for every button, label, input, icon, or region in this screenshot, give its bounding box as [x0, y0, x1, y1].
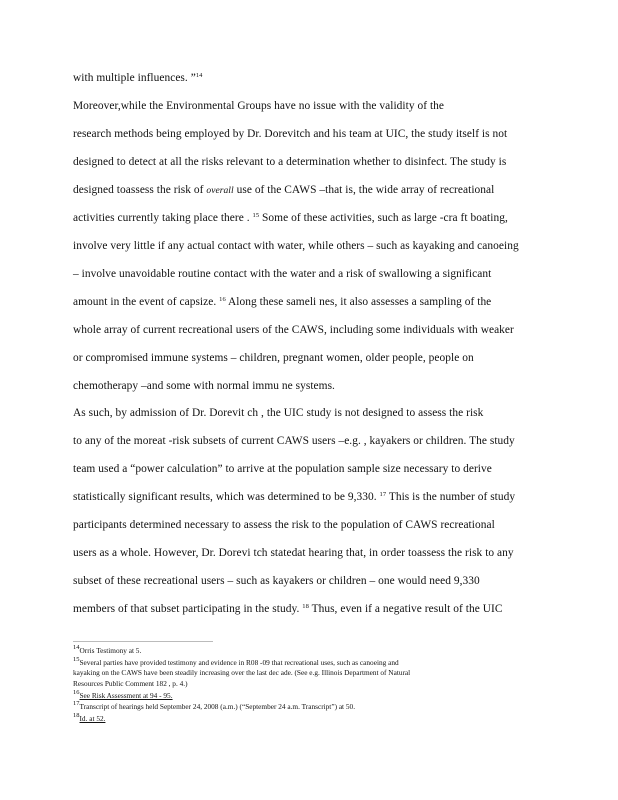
- footnote-ref-17: 17: [379, 491, 387, 498]
- body-line-18: users as a whole. However, Dr. Dorevi tch statedat hearing that, in order toassess the risk to any: [73, 547, 514, 559]
- body-line-2: Moreover,while the Environmental Groups have no issue with the validity of the: [73, 100, 445, 112]
- footnote-16: $^{16}$See Risk Assessment at 94 - 95.: [73, 689, 173, 700]
- footnote-ref-18: 18: [302, 603, 309, 610]
- body-line-1: with multiple influences. ”$^{14}$: [73, 72, 203, 84]
- body-line-7: involve very little if any actual contact with water, while others – such as kayaking and canoeing: [73, 240, 519, 252]
- body-line-11: or compromised immune systems – children, pregnant women, older people, people on: [73, 352, 474, 364]
- body-line-5: designed toassess the risk of overall use of the CAWS –that is, the wide array of recreational: [73, 184, 495, 196]
- body-line-8: – involve unavoidable routine contact with the water and a risk of swallowing a significant: [73, 268, 492, 280]
- body-line-20: members of that subset participating in the study. $^{18}$ Thus, even if a negative result of the UIC: [73, 603, 503, 615]
- body-line-15: team used a “power calculation” to arrive at the population sample size necessary to derive: [73, 463, 492, 475]
- body-line-4: designed to detect at all the risks relevant to a determination whether to disinfect. The study is: [73, 156, 507, 168]
- footnote-18: $^{18}$Id. at 52.: [73, 712, 106, 723]
- body-line-3: research methods being employed by Dr. Dorevitch and his team at UIC, the study itself is not: [73, 128, 508, 140]
- body-line-17: participants determined necessary to assess the risk to the population of CAWS recreational: [73, 519, 495, 531]
- footnote-17: $^{17}$Transcript of hearings held September 24, 2008 (a.m.) (“September 24 a.m. Transcript”) at 50.: [73, 700, 356, 711]
- body-line-16: statistically significant results, which was determined to be 9,330. $^{17}$ This is the number of study: [73, 491, 516, 503]
- body-line-12: chemotherapy –and some with normal immu ne systems.: [73, 380, 335, 392]
- footnote-15-cont-2: Resources Public Comment 182 , p. 4.): [73, 679, 188, 688]
- body-line-10: whole array of current recreational users of the CAWS, including some individuals with weaker: [73, 324, 514, 336]
- footnote-mark: 16: [73, 689, 80, 696]
- footnote-mark: 14: [73, 644, 80, 651]
- footnote-mark: 18: [73, 712, 80, 719]
- footnote-15-cont-1: kayaking on the CAWS have been steadily increasing over the last dec ade. (See e.g. Illinois Department of Natural: [73, 668, 411, 677]
- footnote-mark: 15: [73, 656, 80, 663]
- body-line-9: amount in the event of capsize. $^{16}$ Along these sameli nes, it also assesses a sampling of the: [73, 296, 492, 308]
- emphasis-overall: overall: [206, 186, 234, 196]
- footnote-ref-15: 15: [252, 212, 260, 219]
- body-line-19: subset of these recreational users – such as kayakers or children – one would need 9,330: [73, 575, 480, 587]
- footnote-ref-16: 16: [219, 296, 226, 303]
- footnote-ref-14: 14: [195, 72, 203, 79]
- footnote-14: $^{14}$Orris Testimony at 5.: [73, 644, 142, 655]
- footnote-separator: [73, 641, 213, 642]
- footnote-mark: 17: [73, 700, 80, 707]
- body-line-13: As such, by admission of Dr. Dorevit ch , the UIC study is not designed to assess the risk: [73, 407, 484, 419]
- footnote-15: $^{15}$Several parties have provided testimony and evidence in R08 -09 that recreational uses, such as canoeing and: [73, 656, 399, 667]
- body-line-6: activities currently taking place there . $^{15}$ Some of these activities, such as large -cra ft boating,: [73, 212, 508, 224]
- body-line-14: to any of the moreat -risk subsets of current CAWS users –e.g. , kayakers or children. The study: [73, 435, 515, 447]
